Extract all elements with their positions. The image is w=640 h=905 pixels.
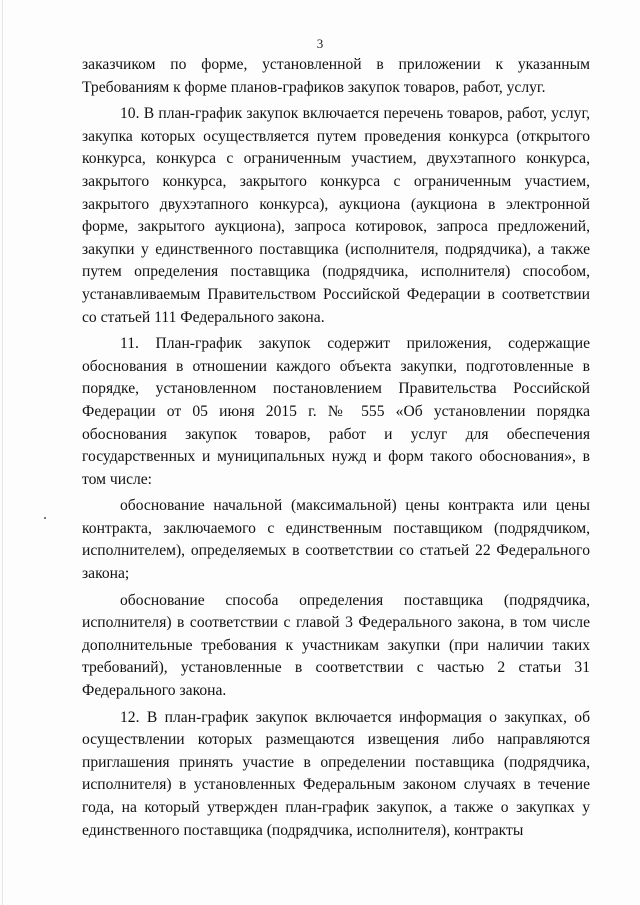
- paragraph-justification-price: обоснование начальной (максимальной) цены контракта или цены контракта, заключаемого с единственным поставщиком (подрядчиком, исполнителем), определяемых в соответствии со статьей 22 Федерального закона;: [82, 497, 590, 583]
- paragraph-justification-method: обоснование способа определения поставщика (подрядчика, исполнителя) в соответствии с главой 3 Федерального закона, в том числе дополнительные требования к участникам закупки (при наличии таких требований), установленные в соответствии с частью 2 статьи 31 Федерального закона.: [82, 591, 590, 700]
- paragraph-item-12: 12. В план-график закупок включается информация о закупках, об осуществлении которых размещаются извещения либо направляются приглашения принять участие в определении поставщика (подрядчика, исполнителя) в установленных Федеральным законом случаях в течение года, на который утвержден план-график закупок, а также о закупках у единственного поставщика (подрядчика, исполнителя), контракты: [82, 708, 590, 839]
- document-body: [82, 54, 590, 842]
- paragraph-item-11: 11. План-график закупок содержит приложения, содержащие обоснования в отношении каждого объекта закупки, подготовленные в порядке, установленном постановлением Правительства Российской Федерации от 05 июня 2015 г. № 555 «Об установлении порядка обоснования закупок товаров, работ и услуг для обеспечения государственных и муниципальных нужд и форм такого обоснования», в том числе:: [82, 335, 590, 488]
- page-number: 3: [316, 36, 324, 51]
- scan-edge-line: [2, 0, 3, 905]
- paragraph-item-10: 10. В план-график закупок включается перечень товаров, работ, услуг, закупка которых осуществляется путем проведения конкурса (открытого конкурса, конкурса с ограниченным участием, двухэтапного конкурса, закрытого конкурса, закрытого конкурса с ограниченным участием, закрытого двухэтапного конкурса), аукциона (аукциона в электронной форме, закрытого аукциона), запроса котировок, запроса предложений, закупки у единственного поставщика (исполнителя, подрядчика), а также путем определения поставщика (подрядчика, исполнителя) способом, устанавливаемым Правительством Российской Федерации в соответствии со статьей 111 Федерального закона.: [82, 105, 590, 326]
- paragraph-continuation: заказчиком по форме, установленной в приложении к указанным Требованиям к форме планов-графиков закупок товаров, работ, услуг.: [82, 56, 590, 96]
- scan-dot-mark: [44, 517, 46, 519]
